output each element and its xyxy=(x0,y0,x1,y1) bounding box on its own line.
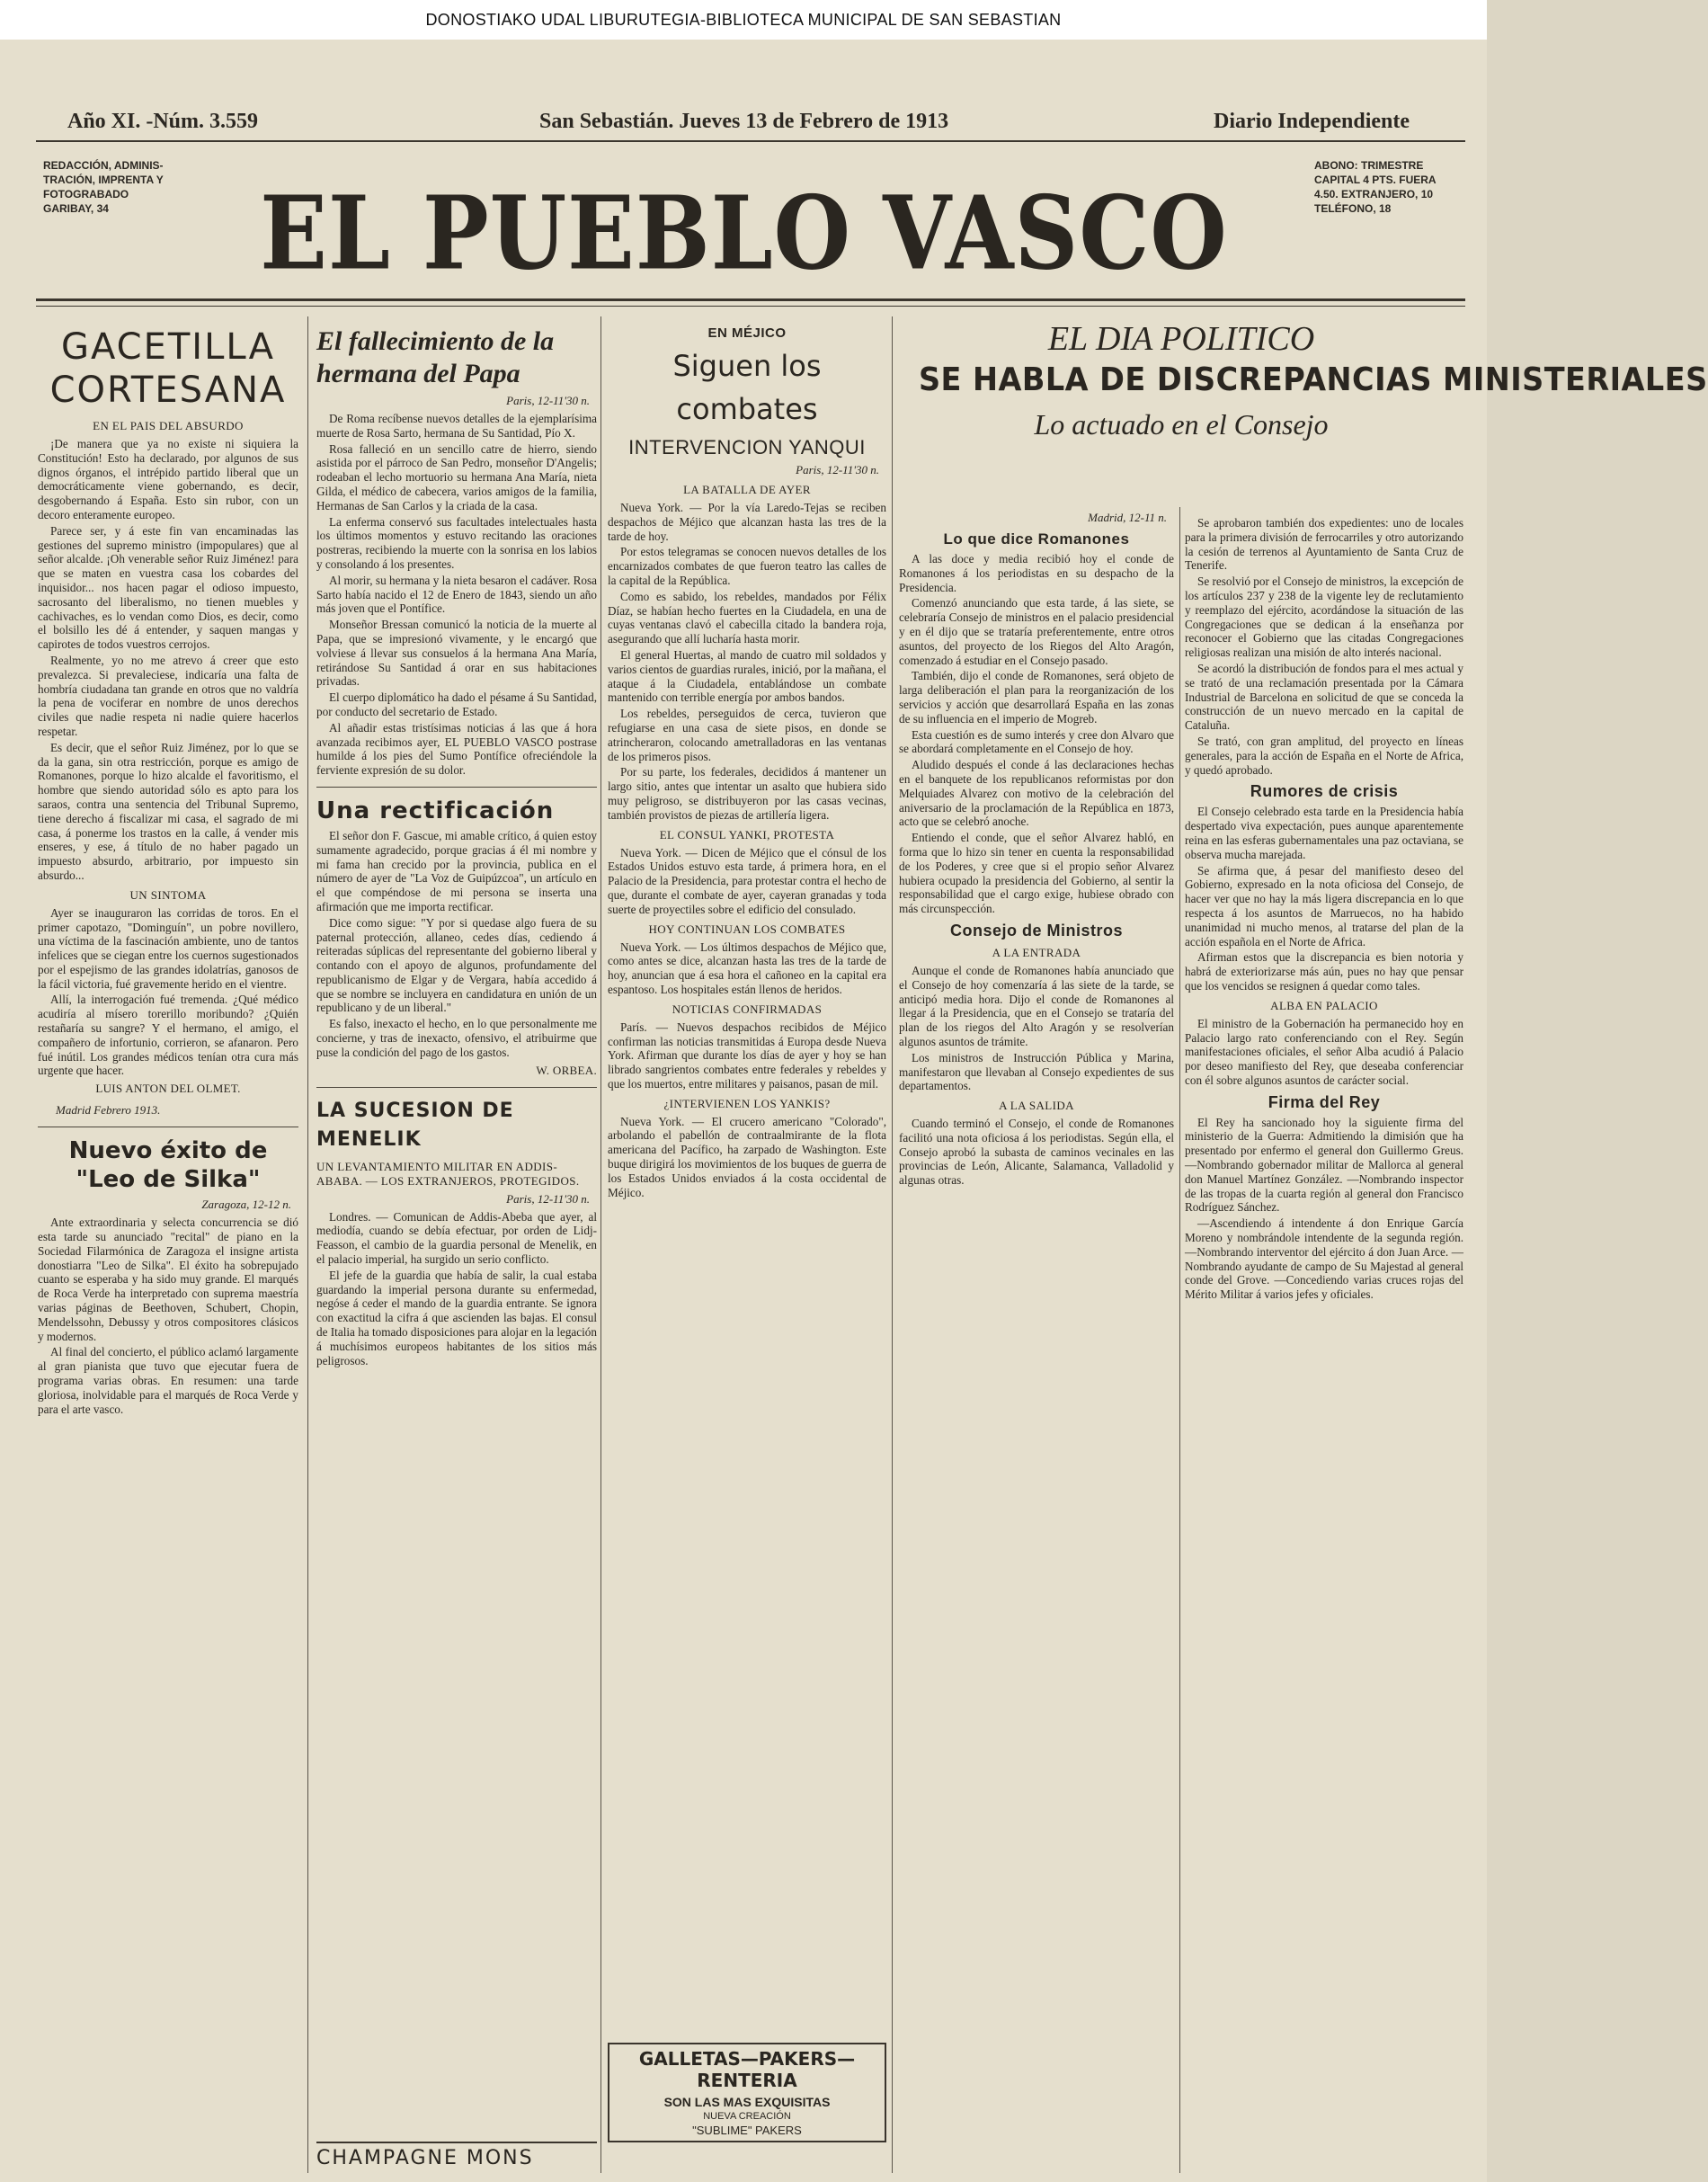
right-info-line: CAPITAL 4 PTS. FUERA xyxy=(1314,174,1437,186)
section-subheading: A LA SALIDA xyxy=(999,1099,1074,1113)
article-paragraph: Monseñor Bressan comunicó la noticia de la muerte al Papa, que se impresionó vivamente, y le encargó que volviese á llevar sus consuelos á la hermana Ana María, retirándose Su Santidad á orar en sus habitaciones privadas. xyxy=(316,618,597,689)
dateline: Paris, 12-11'30 n. xyxy=(796,463,879,476)
column-papa xyxy=(316,325,597,2169)
right-info-line: ABONO: TRIMESTRE xyxy=(1314,159,1424,172)
article-paragraph: Nueva York. — Los últimos despachos de Méjico que, como antes se dice, alcanzan hasta las tres de la tarde de hoy, anuncian que á esa hora el cañoneo en la capital era espantoso. Los hospitales están llenos de heridos. xyxy=(608,940,886,996)
mejico-subtitle: INTERVENCION YANQUI xyxy=(628,436,866,459)
right-info-line: TELÉFONO, 18 xyxy=(1314,202,1392,215)
column-politica-2 xyxy=(1185,516,1463,2170)
article-paragraph: Es decir, que el señor Ruiz Jiménez, por lo que se da la gana, sin otra restricción, porque es amigo de Romanones, porque lo hizo alcalde el favoritismo, el hombre que siendo autoridad sólo es apto para los saraos, contra una sentencia del Tribunal Supremo, tiene derecho á fiscalizar mi casa, el sagrado de mi casa, á ponerme los trastos en la calle, á vender mis enseres, y ese, á título de no haber pagado un impuesto absurdo, arbitrario, por impuesto sin absurdo... xyxy=(38,740,298,882)
article-paragraph: Como es sabido, los rebeldes, mandados por Félix Díaz, se habían hecho fuertes en la Ciudadela, en una de cuyas ventanas clavó el cabecilla citado la bandera roja, asegurando que allí lucharía hasta morir. xyxy=(608,589,886,646)
article-paragraph: Se afirma que, á pesar del manifiesto deseo del Gobierno, expresado en la nota oficiosa del Consejo, de hacer ver que no hay la más ligera discrepancia en lo que respecta á los asuntos de Marruecos, no ha habido unanimidad ni mucho menos, al tratarse del plan de la acción española en el Norte de Africa. xyxy=(1185,863,1463,949)
article-divider xyxy=(316,787,597,788)
article-paragraph: El cuerpo diplomático ha dado el pésame á Su Santidad, por conducto del secretario de Estado. xyxy=(316,690,597,718)
section-heading: EL CONSUL YANKI, PROTESTA xyxy=(659,827,835,842)
article-paragraph: El Rey ha sancionado hoy la siguiente firma del ministerio de la Guerra: Admitiendo la dimisión que ha presentado por enfermo el general don Guillermo Greus. —Nombrando gobernador militar de Mallorca al general don Manuel Martínez González. —Nombrando inspector de las tropas de la cuarta región al general don Francisco Rodríguez Sánchez. xyxy=(1185,1115,1463,1215)
section-heading: Consejo de Ministros xyxy=(949,921,1124,940)
section-heading: HOY CONTINUAN LOS COMBATES xyxy=(648,922,846,936)
mejico-title: Siguen los combates xyxy=(672,349,822,426)
header-rule-bottom-thin xyxy=(36,306,1465,307)
dateline: Zaragoza, 12-12 n. xyxy=(201,1198,291,1212)
left-info-line: GARIBAY, 34 xyxy=(43,202,109,215)
ad-line: SON LAS MAS EXQUISITAS xyxy=(663,2095,831,2109)
rectificacion-title: Una rectificación xyxy=(316,797,555,824)
article-paragraph: De Roma recíbense nuevos detalles de la ejemplarísima muerte de Rosa Sarto, hermana de Su Santidad, Pío X. xyxy=(316,412,597,440)
ad-line: "SUBLIME" PAKERS xyxy=(692,2124,802,2137)
article-paragraph: Nueva York. — Dicen de Méjico que el cónsul de los Estados Unidos estuvo esta tarde, á primera hora, en el Palacio de la Presidencia, para protestar contra el hecho de que, durante el combate de ayer, cayeran granadas y toda suerte de proyectiles sobre el edificio del consulado. xyxy=(608,845,886,916)
section-heading: Firma del Rey xyxy=(1268,1092,1381,1111)
column-mejico xyxy=(608,325,886,2025)
article-paragraph: Al final del concierto, el público aclamó largamente al gran pianista que tuvo que ejecutar fuera de programa varias obras. En resumen: una tarde gloriosa, inolvidable para el marqués de Roca Verde y para el arte vasco. xyxy=(38,1345,298,1416)
article-paragraph: Esta cuestión es de sumo interés y cree don Alvaro que se abordará completamente en el Consejo de hoy. xyxy=(899,727,1174,756)
column-politica-1 xyxy=(899,507,1174,2170)
galletas-pakers-ad xyxy=(608,2043,886,2142)
article-paragraph: Aunque el conde de Romanones había anunciado que el Consejo de hoy comenzaría á las siete de la tarde, se anticipó media hora. Dijo el conde de Romanones al llegar á la Presidencia, que en el Consejo se trataría del plan de los riegos del Alto Aragón y se resolverían algunos asuntos de trámite. xyxy=(899,963,1174,1048)
column-divider xyxy=(892,316,893,2173)
article-paragraph: Los ministros de Instrucción Pública y Marina, manifestaron que llevaban al Consejo expedientes de sus departamentos. xyxy=(899,1050,1174,1093)
papa-article-title: El fallecimiento de la hermana del Papa xyxy=(316,326,555,388)
champagne-ad: CHAMPAGNE MONS xyxy=(316,2142,597,2169)
article-paragraph: El señor don F. Gascue, mi amable crítico, á quien estoy sumamente agradecido, porque gracias á él mi nombre y mi fama han crecido por la provincia, publica en el número de ayer de "La Voz de Guipúzcoa", un artículo en el que compéndose de mi persona se inserta una afirmación que me importa rectificar. xyxy=(316,828,597,913)
section-heading: Rumores de crisis xyxy=(1250,782,1399,801)
newspaper-page xyxy=(0,40,1708,2182)
dateline: Madrid, 12-11 n. xyxy=(1088,511,1167,524)
header-rule-top xyxy=(36,140,1465,142)
left-info-line: REDACCIÓN, ADMINIS- xyxy=(43,159,164,172)
left-info-line: FOTOGRABADO xyxy=(43,188,129,200)
article-paragraph: Londres. — Comunican de Addis-Abeba que ayer, al mediodía, cuando se debía efectuar, por orden de Lidj-Feasson, el cambio de la guardia personal de Menelik, en el palacio imperial, ha surgido un serio conflicto. xyxy=(316,1209,597,1267)
dateline: Madrid Febrero 1913. xyxy=(56,1103,161,1118)
article-paragraph: París. — Nuevos despachos recibidos de Méjico confirman las noticias transmitidas á Europa desde Nueva York. Afirman que durante los días de ayer y hoy se han librado sangrientos combates entre federales y rebeldes y que los muertos, entre militares y paisanos, pasan de mil. xyxy=(608,1020,886,1091)
archive-banner: DONOSTIAKO UDAL LIBURUTEGIA-BIBLIOTECA MUNICIPAL DE SAN SEBASTIAN xyxy=(0,0,1487,40)
discrepancias-title: SE HABLA DE DISCREPANCIAS MINISTERIALES xyxy=(918,361,1708,398)
ad-headline: GALLETAS—PAKERS—RENTERIA xyxy=(638,2048,856,2091)
place-date: San Sebastián. Jueves 13 de Febrero de 1913 xyxy=(539,110,949,133)
section-heading: NOTICIAS CONFIRMADAS xyxy=(672,1002,823,1016)
article-paragraph: Se trató, con gran amplitud, del proyecto en líneas generales, para la acción de España en el Norte de Africa, y quedó aprobado. xyxy=(1185,734,1463,777)
column-divider xyxy=(1179,507,1180,2173)
masthead-title: EL PUEBLO VASCO xyxy=(260,174,1228,294)
section-heading: EN EL PAIS DEL ABSURDO xyxy=(93,419,244,432)
article-paragraph: Cuando terminó el Consejo, el conde de Romanones facilitó una nota oficiosa á los periodistas. Según ella, el Consejo aprobó la subasta de caminos vecinales en las provincias de León, Alicante, Salamanca, Valladolid y algunas otras. xyxy=(899,1117,1174,1188)
article-author: W. ORBEA. xyxy=(536,1063,597,1077)
section-heading: LA BATALLA DE AYER xyxy=(683,483,811,496)
header-rule-bottom xyxy=(36,298,1465,301)
dia-politico-header xyxy=(899,318,1708,442)
article-paragraph: Comenzó anunciando que esta tarde, á las siete, se celebraría Consejo de ministros en el palacio presidencial y en él dijo que se trataría preferentemente, entre otros asuntos, del proyecto de los Riegos del Alto Aragón, comenzado á estudiar en el Consejo pasado. xyxy=(899,596,1174,667)
article-paragraph: El Consejo celebrado esta tarde en la Presidencia había despertado viva expectación, pues aunque aparentemente reina en las esferas gubernamentales una paz octaviana, se observa mucha marejada. xyxy=(1185,805,1463,861)
article-paragraph: El jefe de la guardia que había de salir, la cual estaba guardando la imperial persona durante su enfermedad, negóse á ceder el mando de la guardia entrante. Se ignora con exactitud la cifra á que ascienden las bajas. El consul de Italia ha tomado disposiciones para alojar en la legación á muchísimos europeos habitantes de los sitios más peligrosos. xyxy=(316,1268,597,1367)
article-paragraph: A las doce y media recibió hoy el conde de Romanones á los periodistas en su despacho de la Presidencia. xyxy=(899,552,1174,594)
article-paragraph: Ante extraordinaria y selecta concurrencia se dió esta tarde su anunciado "recital" de piano en la Sociedad Filarmónica de Zaragoza el insigne artista donostiarra "Leo de Silka". El éxito ha sobrepujado cuanto se esperaba y ha sido muy grande. El marqués de Roca Verde ha interpretado con suprema maestría varias páginas de Beethoven, Schubert, Chopin, Mendelssohn, Debussy y otros compositores clásicos y modernos. xyxy=(38,1216,298,1343)
article-paragraph: Por su parte, los federales, decididos á mantener un largo sitio, antes que intentar un asalto que hubiera sido muy peligroso, se distribuyeron por las casas vecinas, también provistos de piezas de artillería ligera. xyxy=(608,765,886,822)
article-paragraph: Entiendo el conde, que el señor Alvarez habló, en forma que lo hizo sin tener en cuenta la responsabilidad de los Poderes, y cree que si el propio señor Alvarez hubiera ocupado la presidencia del Gobierno, al sentir la responsabilidad que el cargo exige, hubiese obrado con más circunspección. xyxy=(899,831,1174,916)
article-paragraph: Se resolvió por el Consejo de ministros, la excepción de los artículos 237 y 238 de la vigente ley de reclutamiento y reemplazo del ejército, acordándose la situación de las Congregaciones que se dedican á la enseñanza por reconocer el Gobierno que las citadas Congregaciones religiosas realizan una misión de alto interés nacional. xyxy=(1185,574,1463,660)
dia-politico-title: EL DIA POLITICO xyxy=(1047,320,1315,358)
article-paragraph: También, dijo el conde de Romanones, será objeto de larga deliberación el plan para la reorganización de los servicios y acción que desarrollará España en las zonas de su influencia en el imperio de Mogreb. xyxy=(899,669,1174,726)
gacetilla-title: GACETILLA xyxy=(61,326,275,368)
article-paragraph: Allí, la interrogación fué tremenda. ¿Qué médico acudiría al mísero torerillo moribundo? ¿Quién restañaría su sangre? Y el hermano, el amigo, el compañero de infortunio, corrieron, se afanaron. Pero fué inútil. Los grandes médicos tenían otra cura más urgente que hacer. xyxy=(38,993,298,1078)
section-heading: UN SINTOMA xyxy=(129,887,207,902)
article-paragraph: Ayer se inauguraron las corridas de toros. En el primer capotazo, "Dominguín", un pobre novillero, una víctima de la fascinación ambiente, uno de tantos infelices que se ciegan entre los cuernos sugestionados por el espejismo de las grandes idolatrías, ganosos de la fácil victoria, fué gravemente herido en el vientre. xyxy=(38,905,298,991)
section-heading: ¿INTERVIENEN LOS YANKIS? xyxy=(663,1096,831,1110)
mejico-kicker: EN MÉJICO xyxy=(707,325,787,341)
article-paragraph: Al morir, su hermana y la nieta besaron el cadáver. Rosa Sarto había nacido el 12 de Enero de 1843, siendo un año más joven que el Pontífice. xyxy=(316,573,597,616)
menelik-title: LA SUCESION DE MENELIK xyxy=(316,1099,514,1151)
article-paragraph: Nueva York. — El crucero americano "Colorado", arbolando el pabellón de contraalmirante de la flota americana del Pacífico, ha zarpado de Washington. Este buque dirigirá los movimientos de los buques de guerra de los Estados Unidos enviados á la costa occidental de Méjico. xyxy=(608,1114,886,1199)
section-heading: Lo que dice Romanones xyxy=(943,530,1130,548)
leo-de-silka-title: Nuevo éxito de "Leo de Silka" xyxy=(68,1137,268,1194)
article-paragraph: Rosa falleció en un sencillo catre de hierro, siendo asistida por el párroco de San Pedro, monseñor D'Angelis; rodeaban el lecho mortuorio su hermana Ana María, nieta Gilda, el médico de cabecera, varios amigos de la familia, Hermanas de San Carlos y la criada de la casa. xyxy=(316,441,597,512)
article-paragraph: Nueva York. — Por la vía Laredo-Tejas se reciben despachos de Méjico que alcanzan hasta las tres de la tarde de hoy. xyxy=(608,501,886,543)
ad-line: NUEVA CREACIÓN xyxy=(703,2111,791,2122)
article-paragraph: Por estos telegramas se conocen nuevos detalles de los encarnizados combates de que fueron teatro las calles de la capital de la República. xyxy=(608,545,886,587)
dateline: Paris, 12-11'30 n. xyxy=(506,1191,590,1206)
right-info-line: 4.50. EXTRANJERO, 10 xyxy=(1314,188,1434,200)
article-paragraph: Se aprobaron también dos expedientes: uno de locales para la primera división de ferrocarriles y otro autorizando la cesión de terrenos al Ayuntamiento de Santa Cruz de Tenerife. xyxy=(1185,516,1463,573)
article-paragraph: El ministro de la Gobernación ha permanecido hoy en Palacio largo rato conferenciando con el Rey. Según manifestaciones oficiales, el señor Alba acudió á Palacio por deseo manifiesto del Rey, que deseaba conferenciar con él sobre algunos asuntos de carácter social. xyxy=(1185,1016,1463,1087)
dateline: Paris, 12-11'30 n. xyxy=(506,394,590,407)
article-paragraph: La enferma conservó sus facultades intelectuales hasta los últimos momentos y estuvo recitando las oraciones postreras, recibiendo la muerte con la sonrisa en los labios y consolando á los presentes. xyxy=(316,514,597,571)
article-author: LUIS ANTON DEL OLMET. xyxy=(95,1082,241,1096)
article-paragraph: Dice como sigue: "Y por si quedase algo fuera de su paternal protección, allaneo, cedes días, cediendo á reiteradas súplicas del representante del gobierno liberal y contando con el apoyo de algunos, profundamente del republicanismo de Elgar y de Vergara, había accedido á que se nombre se incluyera en candidatura en unión de un republicano y de un liberal." xyxy=(316,915,597,1015)
cortesana-title: CORTESANA xyxy=(49,370,287,411)
menelik-subtitle: UN LEVANTAMIENTO MILITAR EN ADDIS-ABABA. — LOS EXTRANJEROS, PROTEGIDOS. xyxy=(316,1159,580,1188)
article-paragraph: Los rebeldes, perseguidos de cerca, tuvieron que refugiarse en una casa de siete pisos, en donde se atrincheraron, colocando ametralladoras en las ventanas de los primeros pisos. xyxy=(608,707,886,763)
column-divider xyxy=(307,316,308,2173)
issue-number: Año XI. -Núm. 3.559 xyxy=(67,110,259,133)
section-subheading: ALBA EN PALACIO xyxy=(1270,998,1378,1012)
article-paragraph: Aludido después el conde á las declaraciones hechas en el banquete de los republicanos reformistas por don Melquiades Alvarez con motivo de la celebración del aniversario de la proclamación de la República en 1873, acto que se celebró anoche. xyxy=(899,758,1174,829)
article-paragraph: El general Huertas, al mando de cuatro mil soldados y varios cientos de guardias rurales, inició, por la mañana, el ataque á la Ciudadela, entablándose un combate mantenido con terrible energía por ambos bandos. xyxy=(608,647,886,705)
article-divider xyxy=(316,1087,597,1088)
column-gacetilla xyxy=(38,325,298,2169)
section-subheading: A LA ENTRADA xyxy=(992,945,1081,959)
article-paragraph: Es falso, inexacto el hecho, en lo que personalmente me concierne, y tras de inexacto, ofensivo, el atribuirme que puse la condición del pago de los gastos. xyxy=(316,1017,597,1059)
masthead-right-info xyxy=(1314,158,1437,216)
column-divider xyxy=(600,316,601,2173)
left-info-line: TRACIÓN, IMPRENTA Y xyxy=(43,174,164,186)
article-paragraph: Parece ser, y á este fin van encaminadas las gestiones del supremo ministro (impopulares) que al señor alcalde. ¡Oh venerable señor Ruiz Jiménez! para que se maten en vuestra casa los cobardes del inquisidor... nos hacen pagar el odioso impuesto, sacrosanto del liberalismo, no tienen muebles y cachivaches, es lo vendan como Dios, es decir, como el bolsillo les dé á entender, y saquen mangas y capirotes de todos vuestros cerrojos. xyxy=(38,523,298,652)
masthead-left-info xyxy=(43,158,164,216)
consejo-title: Lo actuado en el Consejo xyxy=(1034,408,1329,441)
article-paragraph: Realmente, yo no me atrevo á creer que esto prevalezca. Si prevaleciese, indicaría una falta de hombría ciudadana tan grande en otros que no valdría la pena de vociferar en nombre de unos derechos civiles que nadie respeta ni nadie quiere hacerlos respetar. xyxy=(38,653,298,738)
article-paragraph: Al añadir estas tristísimas noticias á las que á hora avanzada recibimos ayer, EL PUEBLO VASCO postrase humilde á los pies del Sumo Pontífice ofreciéndole la ferviente expresión de su dolor. xyxy=(316,720,597,778)
article-paragraph: —Ascendiendo á intendente á don Enrique García Moreno y nombrándole intendente de la segunda región. —Nombrando interventor del ejército á don Juan Arce. —Nombrando ayudante de campo de Su Majestad al general conde del Grove. —Concediendo varias cruces rojas del Mérito Militar á varios jefes y oficiales. xyxy=(1185,1216,1463,1302)
article-paragraph: Se acordó la distribución de fondos para el mes actual y se trató de una reclamación presentada por la Cámara Industrial de Barcelona en solicitud de que se conceda la construcción de un nuevo mercado en la capital de Cataluña. xyxy=(1185,661,1463,733)
article-paragraph: ¡De manera que ya no existe ni siquiera la Constitución! Esto ha declarado, por algunos de sus dignos órganos, el intrépido partido liberal que un democráticamente viene gobernando, es decir, desgobernando á España. Esto sin rubor, con un decoro enteramente europeo. xyxy=(38,437,298,521)
article-paragraph: Afirman estos que la discrepancia es bien notoria y habrá de exteriorizarse más aún, pues no hay que pensar que los vencidos se resignen á quedar como tales. xyxy=(1185,950,1463,993)
tagline: Diario Independiente xyxy=(1214,110,1410,133)
